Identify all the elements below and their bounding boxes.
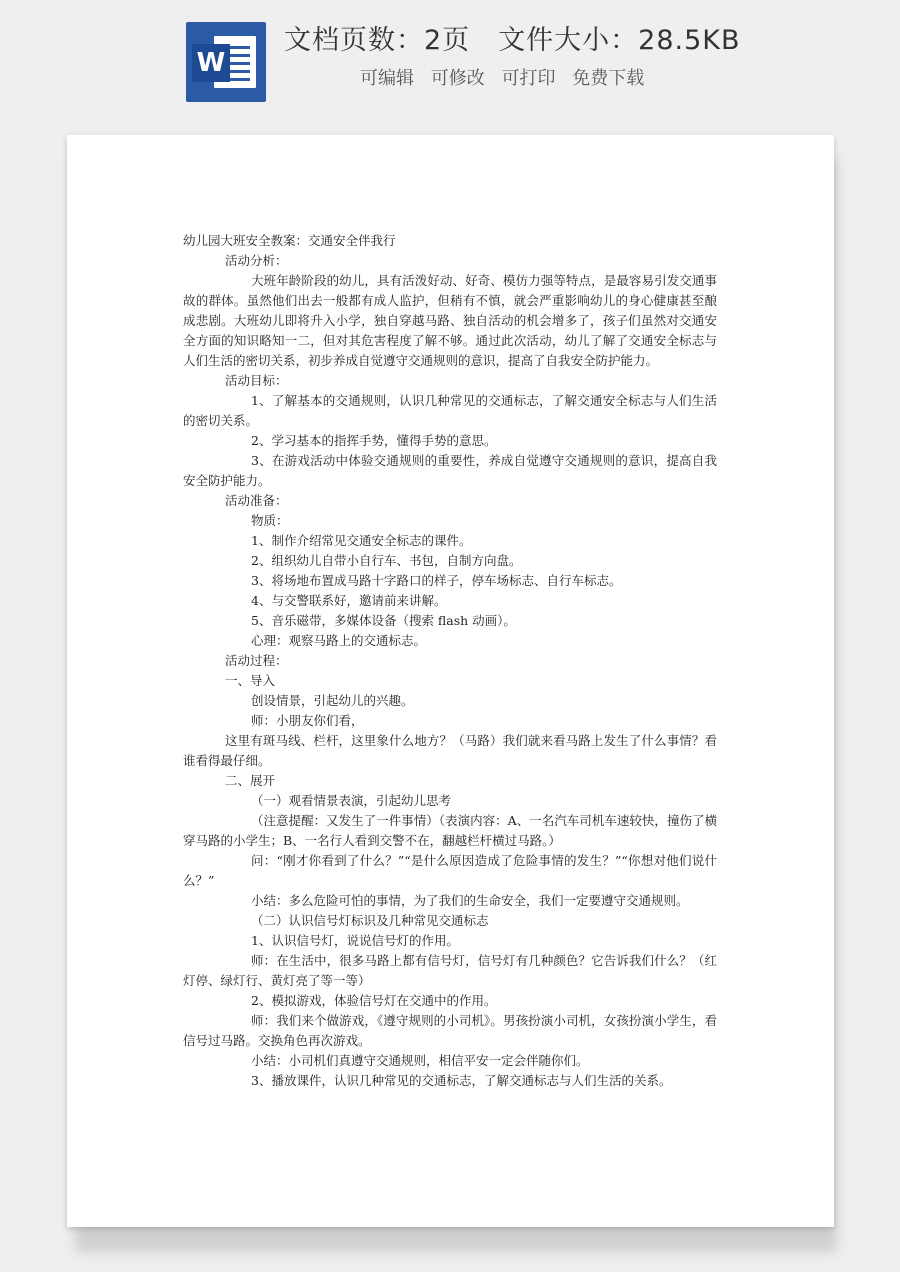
document-body <box>183 231 717 1091</box>
document-paragraph: 2、模拟游戏，体验信号灯在交通中的作用。 <box>251 993 497 1008</box>
document-paragraph: 师：小朋友你们看， <box>251 713 364 728</box>
document-paragraph: 创设情景，引起幼儿的兴趣。 <box>251 693 414 708</box>
page-count-label: 文档页数：2页 <box>284 25 471 56</box>
document-paragraph: 4、与交警联系好，邀请前来讲解。 <box>251 593 447 608</box>
document-paragraph: （二）认识信号灯标识及几种常见交通标志 <box>251 913 489 928</box>
document-paragraph: 活动分析： <box>225 253 288 268</box>
download-header <box>0 0 900 120</box>
document-paragraph: 1、了解基本的交通规则，认识几种常见的交通标志，了解交通安全标志与人们生活的密切关系。 <box>183 393 717 428</box>
document-paragraph: 活动准备： <box>225 493 288 508</box>
document-page <box>67 135 834 1227</box>
document-paragraph: 活动目标： <box>225 373 288 388</box>
document-paragraph: 师：我们来个做游戏，《遵守规则的小司机》。男孩扮演小司机，女孩扮演小学生，看信号过马路。交换角色再次游戏。 <box>183 1013 717 1048</box>
document-paragraph: 2、学习基本的指挥手势，懂得手势的意思。 <box>251 433 497 448</box>
document-paragraph: 小结：小司机们真遵守交通规则，相信平安一定会伴随你们。 <box>251 1053 589 1068</box>
feature-free-download: 免费下载 <box>572 68 645 89</box>
document-paragraph: （注意提醒：又发生了一件事情）（表演内容：A、一名汽车司机车速较快，撞伤了横穿马路的小学生；B、一名行人看到交警不在，翻越栏杆横过马路。） <box>183 813 717 848</box>
document-paragraph: 心理：观察马路上的交通标志。 <box>251 633 427 648</box>
document-paragraph: （一）观看情景表演，引起幼儿思考 <box>251 793 452 808</box>
document-paragraph: 大班年龄阶段的幼儿，具有活泼好动、好奇、模仿力强等特点，是最容易引发交通事故的群体。虽然他们出去一般都有成人监护，但稍有不慎，就会严重影响幼儿的身心健康甚至酿成悲剧。大班幼儿即将升入小学，独自穿越马路、独自活动的机会增多了，孩子们虽然对交通安全方面的知识略知一二，但对其危害程度了解不够。通过此次活动，幼儿了解了交通安全标志与人们生活的密切关系，初步养成自觉遵守交通规则的意识，提高了自我安全防护能力。 <box>183 273 717 368</box>
file-size-label: 文件大小：28.5KB <box>498 25 741 56</box>
feature-printable: 可打印 <box>501 68 556 89</box>
document-paragraph: 1、认识信号灯，说说信号灯的作用。 <box>251 933 459 948</box>
word-doc-icon <box>186 22 266 102</box>
document-paragraph: 1、制作介绍常见交通安全标志的课件。 <box>251 533 472 548</box>
document-paragraph: 2、组织幼儿自带小自行车、书包，自制方向盘。 <box>251 553 522 568</box>
document-paragraph: 物质： <box>251 513 289 528</box>
feature-editable: 可编辑 <box>360 68 414 89</box>
word-letter: W <box>192 44 230 82</box>
document-paragraph: 这里有斑马线、栏杆，这里象什么地方？（马路）我们就来看马路上发生了什么事情？看谁看得最仔细。 <box>183 733 717 768</box>
document-paragraph: 3、在游戏活动中体验交通规则的重要性，养成自觉遵守交通规则的意识，提高自我安全防护能力。 <box>183 453 717 488</box>
document-paragraph: 师：在生活中，很多马路上都有信号灯，信号灯有几种颜色？它告诉我们什么？（红灯停、绿灯行、黄灯亮了等一等） <box>183 953 717 988</box>
document-paragraph: 二、展开 <box>225 773 276 788</box>
document-paragraph: 3、播放课件，认识几种常见的交通标志，了解交通标志与人们生活的关系。 <box>251 1073 672 1088</box>
document-paragraph: 问：“刚才你看到了什么？”“是什么原因造成了危险事情的发生？”“你想对他们说什么？” <box>183 853 717 888</box>
file-info-title <box>284 18 741 57</box>
document-paragraph: 小结：多么危险可怕的事情，为了我们的生命安全，我们一定要遵守交通规则。 <box>251 893 689 908</box>
document-paragraph: 一、导入 <box>225 673 276 688</box>
document-paragraph: 活动过程： <box>225 653 288 668</box>
document-paragraph: 3、将场地布置成马路十字路口的样子，停车场标志、自行车标志。 <box>251 573 622 588</box>
document-paragraph: 5、音乐磁带，多媒体设备（搜索 flash 动画）。 <box>251 613 516 628</box>
document-title: 幼儿园大班安全教案：交通安全伴我行 <box>183 233 396 248</box>
feature-modifiable: 可修改 <box>430 68 485 89</box>
feature-list <box>360 64 655 90</box>
